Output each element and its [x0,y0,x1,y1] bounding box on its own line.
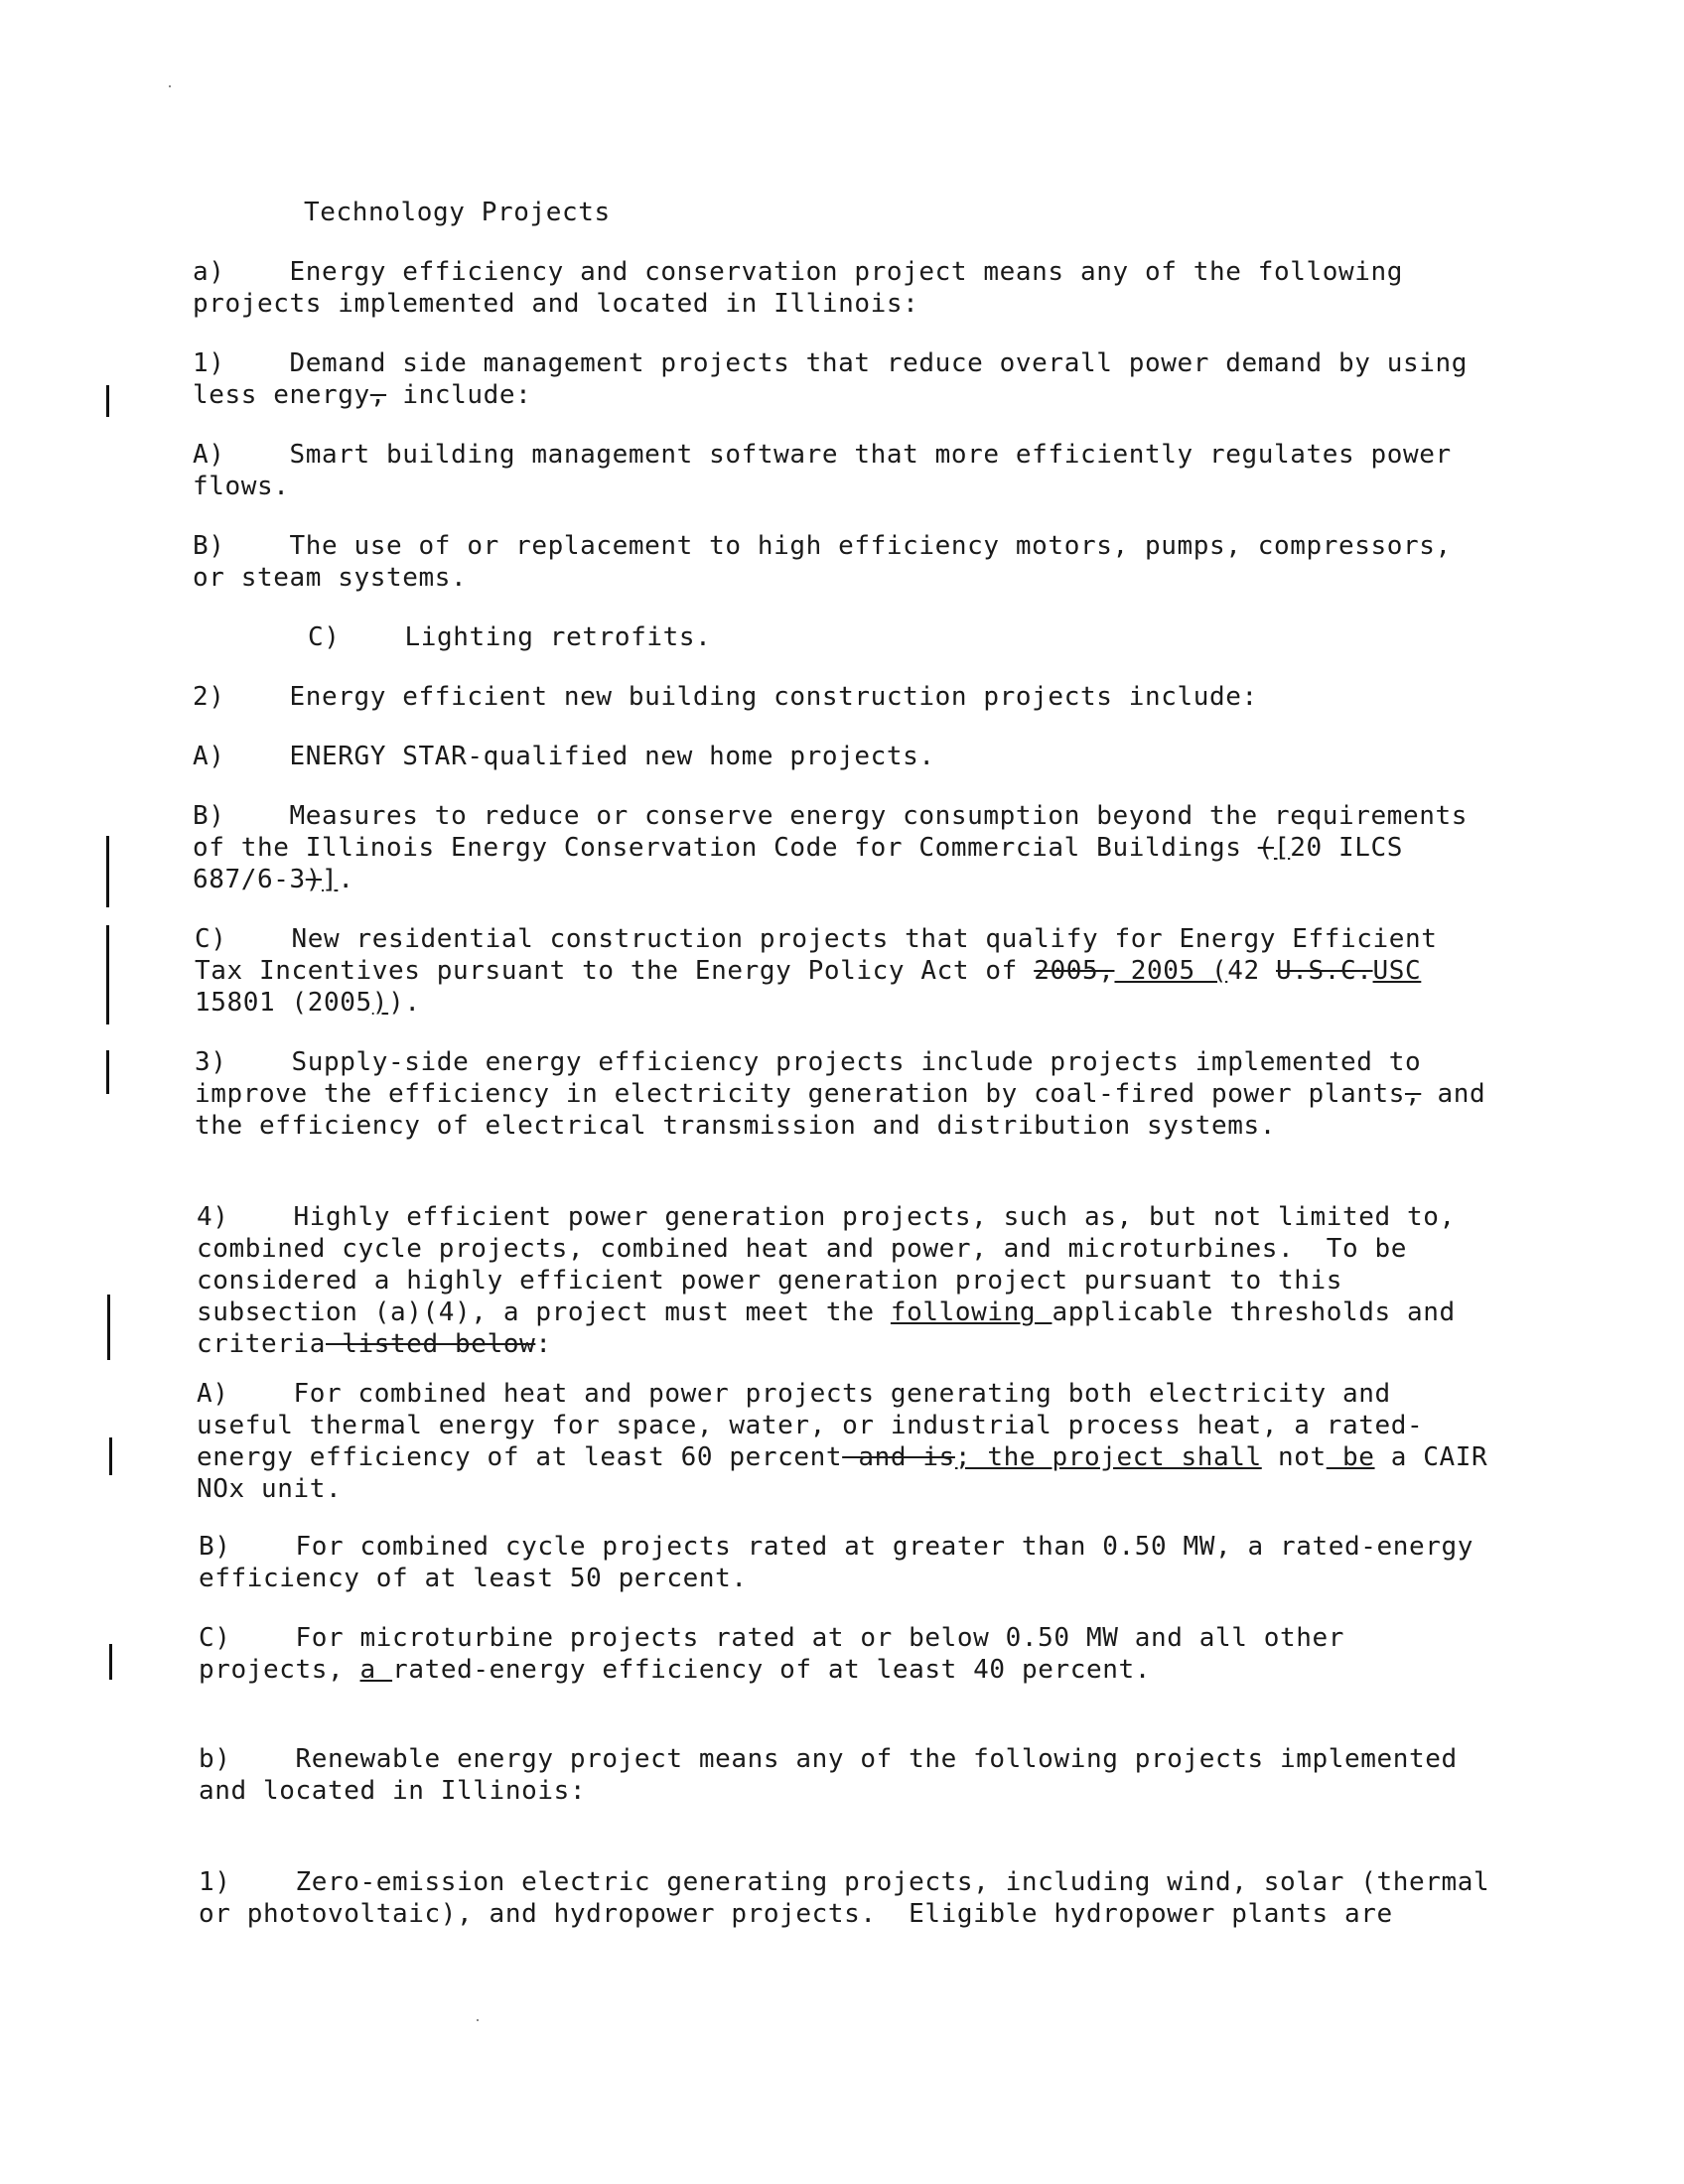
para-a4A-line-3: energy efficiency of at least 60 percent and is; the project shall not be a CAIR [197,1442,1488,1472]
para-a4C-line-2: projects, a rated-energy efficiency of at least 40 percent. [199,1655,1151,1685]
para-a2B-line-1: B) Measures to reduce or conserve energy consumption beyond the requirements [193,801,1469,831]
revision-bar [109,1644,112,1680]
deleted-text: listed below [326,1329,536,1359]
para-a4C-line-1: C) For microturbine projects rated at or below 0.50 MW and all other [199,1623,1344,1653]
para-b-line-1: b) Renewable energy project means any of the following projects implemented [199,1744,1458,1774]
para-a1B-line-2: or steam systems. [193,563,468,593]
scan-speck [169,85,171,87]
inserted-text: ; the project shall [954,1442,1262,1472]
revision-bar [109,1437,112,1475]
inserted-text: ) [371,988,389,1018]
para-a4-line-5: criteria listed below: [197,1329,552,1359]
para-a1B-line-1: B) The use of or replacement to high efficiency motors, pumps, compressors, [193,531,1452,561]
para-a3-line-3: the efficiency of electrical transmission and distribution systems. [195,1111,1276,1141]
para-a2A-line-1: A) ENERGY STAR-qualified new home projects. [193,742,935,771]
deleted-text: , [369,380,387,410]
inserted-text: be [1326,1442,1375,1472]
para-a1A-line-1: A) Smart building management software that more efficiently regulates power [193,440,1452,470]
deleted-text: and is [842,1442,955,1472]
para-a4A-line-1: A) For combined heat and power projects generating both electricity and [197,1379,1391,1409]
revision-bar [106,1050,109,1094]
inserted-text: ] [322,865,339,894]
para-a4-line-3: considered a highly efficient power generation project pursuant to this [197,1266,1342,1296]
para-a3-line-2: improve the efficiency in electricity generation by coal-fired power plants, and [195,1079,1486,1109]
inserted-text: [ [1273,833,1291,863]
inserted-text: USC [1372,956,1422,986]
deleted-text: , [1405,1079,1422,1109]
revision-bar [106,385,109,417]
deleted-text: ) [305,865,323,894]
deleted-text: ( [1257,833,1274,863]
section-title: Technology Projects [304,198,611,227]
deleted-text: 2005, [1034,956,1115,986]
para-a4-line-1: 4) Highly efficient power generation projects, such as, but not limited to, [197,1202,1456,1232]
scan-speck [477,2019,479,2021]
para-a4-line-2: combined cycle projects, combined heat and power, and microturbines. To be [197,1234,1407,1264]
para-a1C-line-1: C) Lighting retrofits. [308,622,712,652]
para-a2B-line-3: 687/6-3)]. [193,865,354,894]
inserted-text: 2005 ( [1114,956,1228,986]
para-a4B-line-2: efficiency of at least 50 percent. [199,1564,748,1593]
para-a2B-line-2: of the Illinois Energy Conservation Code for Commercial Buildings ([20 ILCS [193,833,1404,863]
para-b1-line-1: 1) Zero-emission electric generating projects, including wind, solar (thermal [199,1867,1490,1897]
para-a1-line-1: 1) Demand side management projects that reduce overall power demand by using [193,348,1469,378]
para-a1A-line-2: flows. [193,472,290,501]
para-a2C-line-2: Tax Incentives pursuant to the Energy Policy Act of 2005, 2005 (42 U.S.C.USC [195,956,1422,986]
para-a2-line-1: 2) Energy efficient new building construction projects include: [193,682,1258,712]
para-a4-line-4: subsection (a)(4), a project must meet the following applicable thresholds and [197,1297,1456,1327]
para-a2C-line-3: 15801 (2005)). [195,988,421,1018]
para-b-line-2: and located in Illinois: [199,1776,587,1806]
para-a2C-line-1: C) New residential construction projects that qualify for Energy Efficient [195,924,1438,954]
para-a4A-line-4: NOx unit. [197,1474,343,1504]
para-a-line-2: projects implemented and located in Illinois: [193,289,919,319]
para-a3-line-1: 3) Supply-side energy efficiency projects include projects implemented to [195,1047,1422,1077]
revision-bar [106,836,109,907]
inserted-text: following [890,1297,1052,1327]
para-a-line-1: a) Energy efficiency and conservation project means any of the following [193,257,1404,287]
revision-bar [107,1295,110,1360]
para-a4A-line-2: useful thermal energy for space, water, or industrial process heat, a rated- [197,1411,1424,1440]
deleted-text: U.S.C. [1276,956,1373,986]
revision-bar [106,925,109,1024]
para-b1-line-2: or photovoltaic), and hydropower projects. Eligible hydropower plants are [199,1899,1393,1929]
para-a1-line-2: less energy, include: [193,380,532,410]
para-a4B-line-1: B) For combined cycle projects rated at greater than 0.50 MW, a rated-energy [199,1532,1474,1562]
inserted-text: a [359,1655,393,1685]
